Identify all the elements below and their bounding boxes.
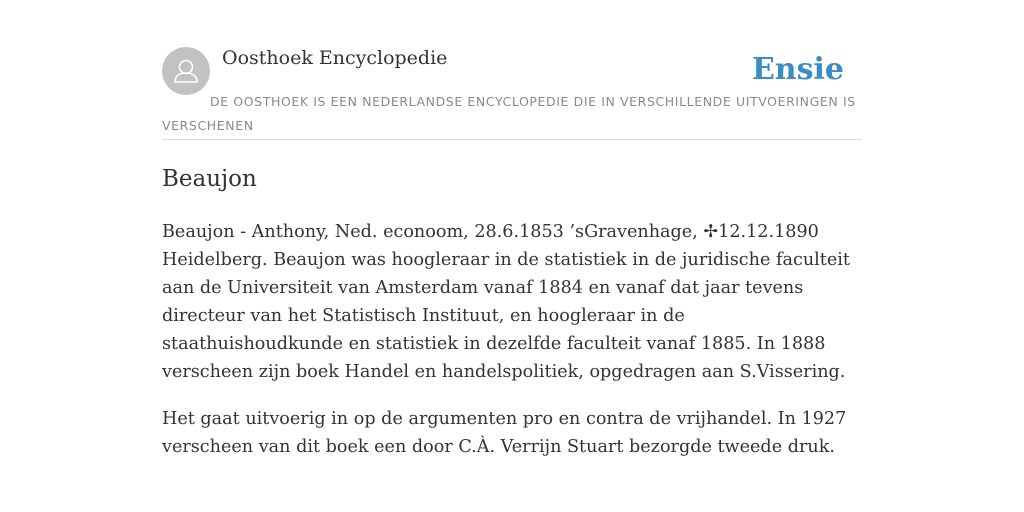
page-container: [162, 46, 862, 461]
avatar-silhouette-icon: [162, 47, 210, 95]
source-description: DE OOSTHOEK IS EEN NEDERLANDSE ENCYCLOPEDIE DIE IN VERSCHILLENDE UITVOERINGEN IS VERSCHENEN: [162, 94, 856, 133]
source-header: [162, 46, 862, 140]
article-paragraph-2: Het gaat uitvoerig in op de argumenten pro en contra de vrijhandel. In 1927 verscheen van dit boek een door C.À. Verrijn Stuart bezorgde tweede druk.: [162, 409, 847, 457]
user-avatar-icon[interactable]: [162, 47, 210, 95]
source-name-link[interactable]: Oosthoek Encyclopedie: [222, 47, 448, 69]
brand-logo[interactable]: Ensie: [751, 52, 844, 87]
article-title: Beaujon: [162, 166, 257, 192]
article-paragraph-1: Beaujon - Anthony, Ned. econoom, 28.6.1853 ’sGravenhage, ✢12.12.1890 Heidelberg. Beaujon was hoogleraar in de statistiek in de juridische faculteit aan de Universiteit van Amsterdam vanaf 1884 en vanaf dat jaar tevens directeur van het Statistisch Instituut, en hoogleraar in de staathuishoudkunde en statistiek in dezelfde faculteit vanaf 1885. In 1888 verscheen zijn boek Handel en handelspolitiek, opgedragen aan S.Vissering.: [162, 222, 850, 382]
